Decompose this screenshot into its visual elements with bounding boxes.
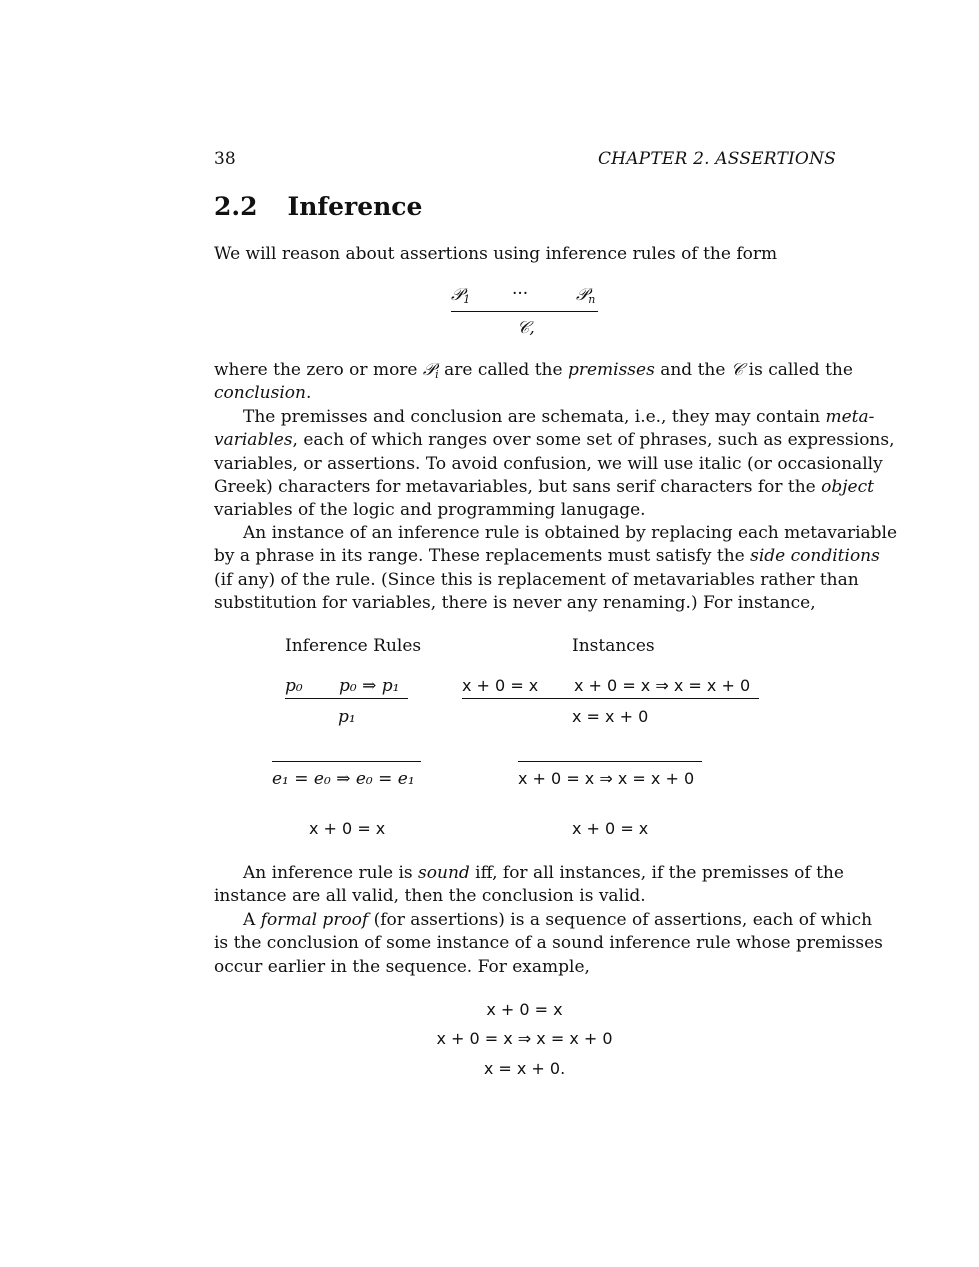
proof-line: x + 0 = x ⇒ x = x + 0 — [436, 1029, 613, 1048]
text-line: The premisses and conclusion are schemata, i.e., they may contain meta- — [243, 407, 875, 427]
page-number: 38 — [214, 149, 236, 169]
schema-premise-last: 𝒫$_n$ — [576, 285, 596, 306]
section-number: 2.2 — [214, 192, 258, 221]
instance2-line — [518, 761, 702, 762]
text-line: Greek) characters for metavariables, but sans serif characters for the object — [214, 476, 874, 497]
schema-ellipsis: ··· — [512, 284, 529, 304]
instance1-premise-1: x + 0 = x — [462, 676, 539, 695]
instance1-conclusion: x = x + 0 — [572, 707, 649, 726]
paragraph-sound — [214, 862, 844, 909]
proof-line: x = x + 0. — [483, 1059, 566, 1078]
text-line: where the zero or more 𝒫$_i$ are called the premisses and the 𝒞 is called the — [214, 360, 853, 381]
rule1-premise-1: p₀ — [285, 676, 303, 696]
rule1-premise-2: p₀ ⇒ p₁ — [339, 676, 400, 696]
schema-conclusion: 𝒞, — [517, 318, 535, 338]
text-line: variables of the logic and programming lanugage. — [214, 500, 646, 521]
paragraph-schemata — [214, 406, 895, 522]
column-header-instances: Instances — [572, 636, 655, 656]
text-line: substitution for variables, there is never any renaming.) For instance, — [214, 592, 816, 613]
instance2-conclusion: x + 0 = x ⇒ x = x + 0 — [518, 769, 695, 788]
column-header-rules: Inference Rules — [285, 636, 422, 656]
proof-line: x + 0 = x — [486, 1000, 563, 1019]
paragraph-formal-proof — [214, 909, 883, 979]
text-line: variables, each of which ranges over some set of phrases, such as expressions, — [214, 430, 895, 451]
schema-rule-line — [451, 311, 598, 312]
rule1-conclusion: p₁ — [338, 707, 356, 727]
rule2-conclusion: e₁ = e₀ ⇒ e₀ = e₁ — [272, 769, 415, 789]
text-line: (if any) of the rule. (Since this is replacement of metavariables rather than — [214, 569, 859, 590]
text-line: conclusion. — [214, 383, 312, 404]
paragraph-instance — [214, 522, 898, 615]
text-line: instance are all valid, then the conclusion is valid. — [214, 886, 646, 907]
text-line: is the conclusion of some instance of a sound inference rule whose premisses — [214, 933, 883, 954]
text-line: occur earlier in the sequence. For example, — [214, 956, 590, 977]
section-title: Inference — [287, 192, 423, 221]
instance1-premise-2: x + 0 = x ⇒ x = x + 0 — [574, 676, 751, 695]
text-line: by a phrase in its range. These replacements must satisfy the side conditions — [214, 546, 880, 567]
rule3: x + 0 = x — [309, 819, 386, 838]
instance1-line — [462, 698, 759, 699]
text-line: A formal proof (for assertions) is a sequence of assertions, each of which — [243, 910, 873, 930]
instance3: x + 0 = x — [572, 819, 649, 838]
paragraph-premisses — [214, 359, 853, 406]
text-line: An instance of an inference rule is obtained by replacing each metavariable — [243, 523, 898, 543]
schema-premise-first: 𝒫$_1$ — [451, 285, 471, 306]
text-line: An inference rule is sound iff, for all instances, if the premisses of the — [243, 863, 844, 883]
running-head: CHAPTER 2. ASSERTIONS — [597, 149, 836, 169]
text-line: variables, or assertions. To avoid confusion, we will use italic (or occasionally — [214, 453, 883, 474]
rule1-line — [285, 698, 408, 699]
section-heading — [214, 192, 422, 221]
rule2-line — [272, 761, 421, 762]
intro-text: We will reason about assertions using inference rules of the form — [214, 244, 778, 264]
